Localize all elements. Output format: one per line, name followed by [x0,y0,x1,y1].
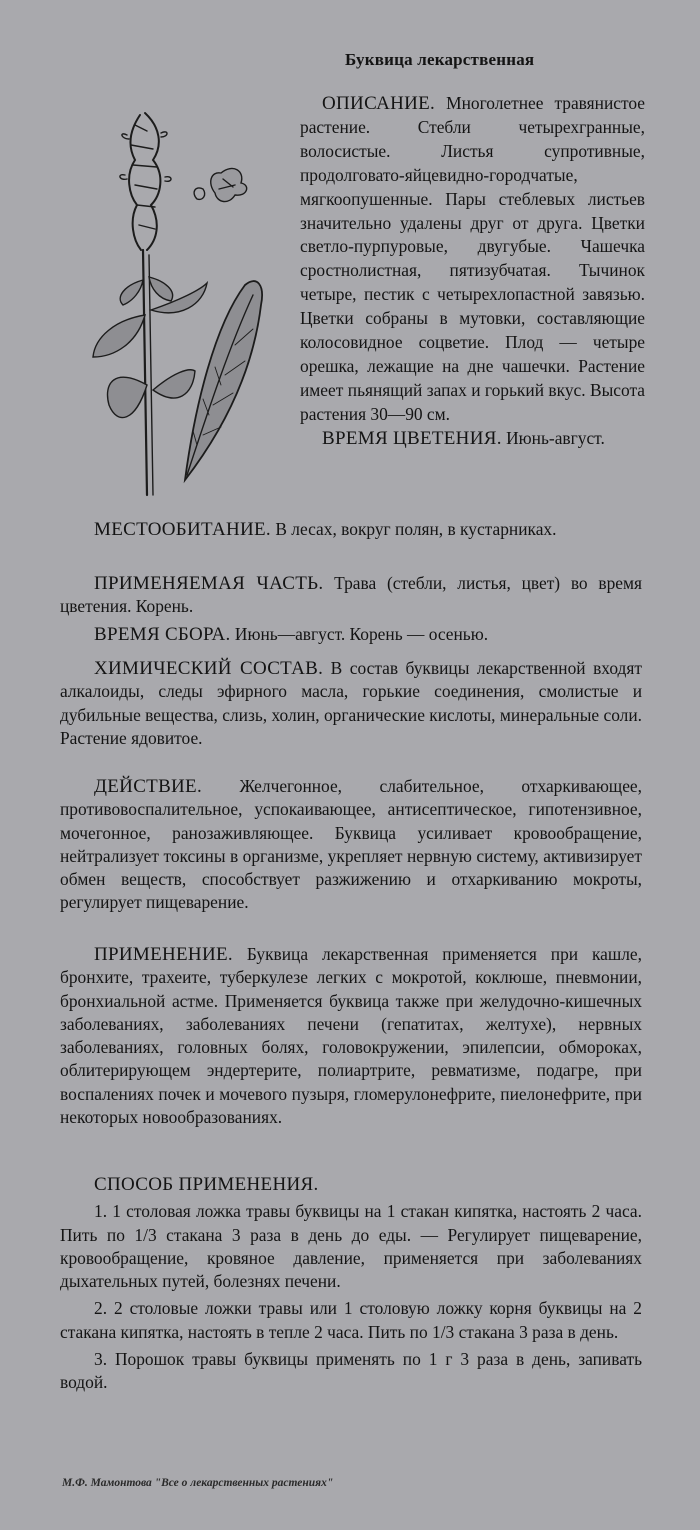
flowering-text: Июнь-август. [506,427,605,448]
method-item: 1. 1 столовая ложка травы буквицы на 1 стакан кипятка, настоять 2 часа. Пить по 1/3 стакана 3 раза в день до еды. — Регулирует пищеварение, кровообращение, кровяное давление, применяется при заболеваниях дыхательных путей, болезнях печени. [60,1201,642,1292]
habitat-section [60,518,642,541]
flowering-paragraph [300,427,645,451]
collection-text: Июнь—август. Корень — осенью. [234,624,489,644]
method-section [60,1173,642,1395]
source-footer: М.Ф. Мамонтова "Все о лекарственных растениях" [62,1477,334,1489]
plant-illustration [85,105,310,505]
chemistry-section [60,657,642,750]
application-text: Буквица лекарственная применяется при кашле, бронхите, трахеите, туберкулезе легких с мокротой, коклюше, пневмонии, бронхиальной астме. Применяется буквица также при желудочно-кишечных заболеваниях, заболеваниях печени (гепатитах, желтухе), нервных заболеваниях, головных болях, головокружении, эпилепсии, обмороках, облитерирующем эндертерите, полиартрите, ревматизме, подагре, при воспалениях почек и мочевого пузыря, гломерулонефрите, пиелонефрите, при некоторых новообразованиях. [60,944,642,1128]
description-heading: ОПИСАНИЕ. [322,93,436,114]
used-part-text: Трава (стебли, листья, цвет) во время цветения. Корень. [60,573,642,617]
page-title: Буквица лекарственная [345,50,535,69]
collection-heading: ВРЕМЯ СБОРА. [94,624,231,645]
action-heading: ДЕЙСТВИЕ. [94,776,203,797]
method-heading-line [60,1173,642,1196]
action-text: Желчегонное, слабительное, отхаркивающее, противовоспалительное, успокаивающее, антисептическое, гипотензивное, мочегонное, ранозаживляющее. Буквица усиливает кровообращение, нейтрализует токсины в организме, укрепляет нервную систему, активизирует обмен веществ, способствует разжижению и отхаркиванию мокроты, регулирует пищеварение. [60,776,642,913]
method-item: 2. 2 столовые ложки травы или 1 столовую ложку корня буквицы на 2 стакана кипятка, настоять в тепле 2 часа. Пить по 1/3 стакана 3 раза в день. [60,1298,642,1342]
application-heading: ПРИМЕНЕНИЕ. [94,944,233,965]
method-item: 3. Порошок травы буквицы применять по 1 г 3 раза в день, запивать водой. [60,1349,642,1393]
chemistry-text: В состав буквицы лекарственной входят алкалоиды, следы эфирного масла, горькие соединения, смолистые и дубильные вещества, слизь, холин, органические кислоты, минеральные соли. Растение ядовитое. [60,658,642,748]
action-section [60,775,642,915]
application-section [60,943,642,1129]
chemistry-heading: ХИМИЧЕСКИЙ СОСТАВ. [94,658,324,679]
flowering-heading: ВРЕМЯ ЦВЕТЕНИЯ. [322,427,502,449]
description-text: Многолетнее травянистое растение. Стебли четырехгранные, волосистые. Листья супротивные, продолговато-яйцевидно-городчатые, мягкоопушенные. Пары стеблевых листьев значительно удалены друг от друга. Цветки светло-пурпуровые, двугубые. Чашечка сростнолистная, пятизубчатая. Тычинок четыре, пестик с четырехлопастной завязью. Цветки собраны в мутовки, составляющие колосовидное соцветие. Плод — четыре орешка, лежащие на дне чашечки. Растение имеет пьянящий запах и горький вкус. Высота растения 30—90 см. [300,93,645,424]
habitat-heading: МЕСТООБИТАНИЕ. [94,519,271,540]
description-column [300,92,645,451]
habitat-text: В лесах, вокруг полян, в кустарниках. [275,519,557,539]
collection-section [60,623,642,646]
method-heading: СПОСОБ ПРИМЕНЕНИЯ. [94,1174,319,1195]
used-part-section [60,572,642,619]
used-part-heading: ПРИМЕНЯЕМАЯ ЧАСТЬ. [94,573,324,594]
description-paragraph [300,92,645,427]
